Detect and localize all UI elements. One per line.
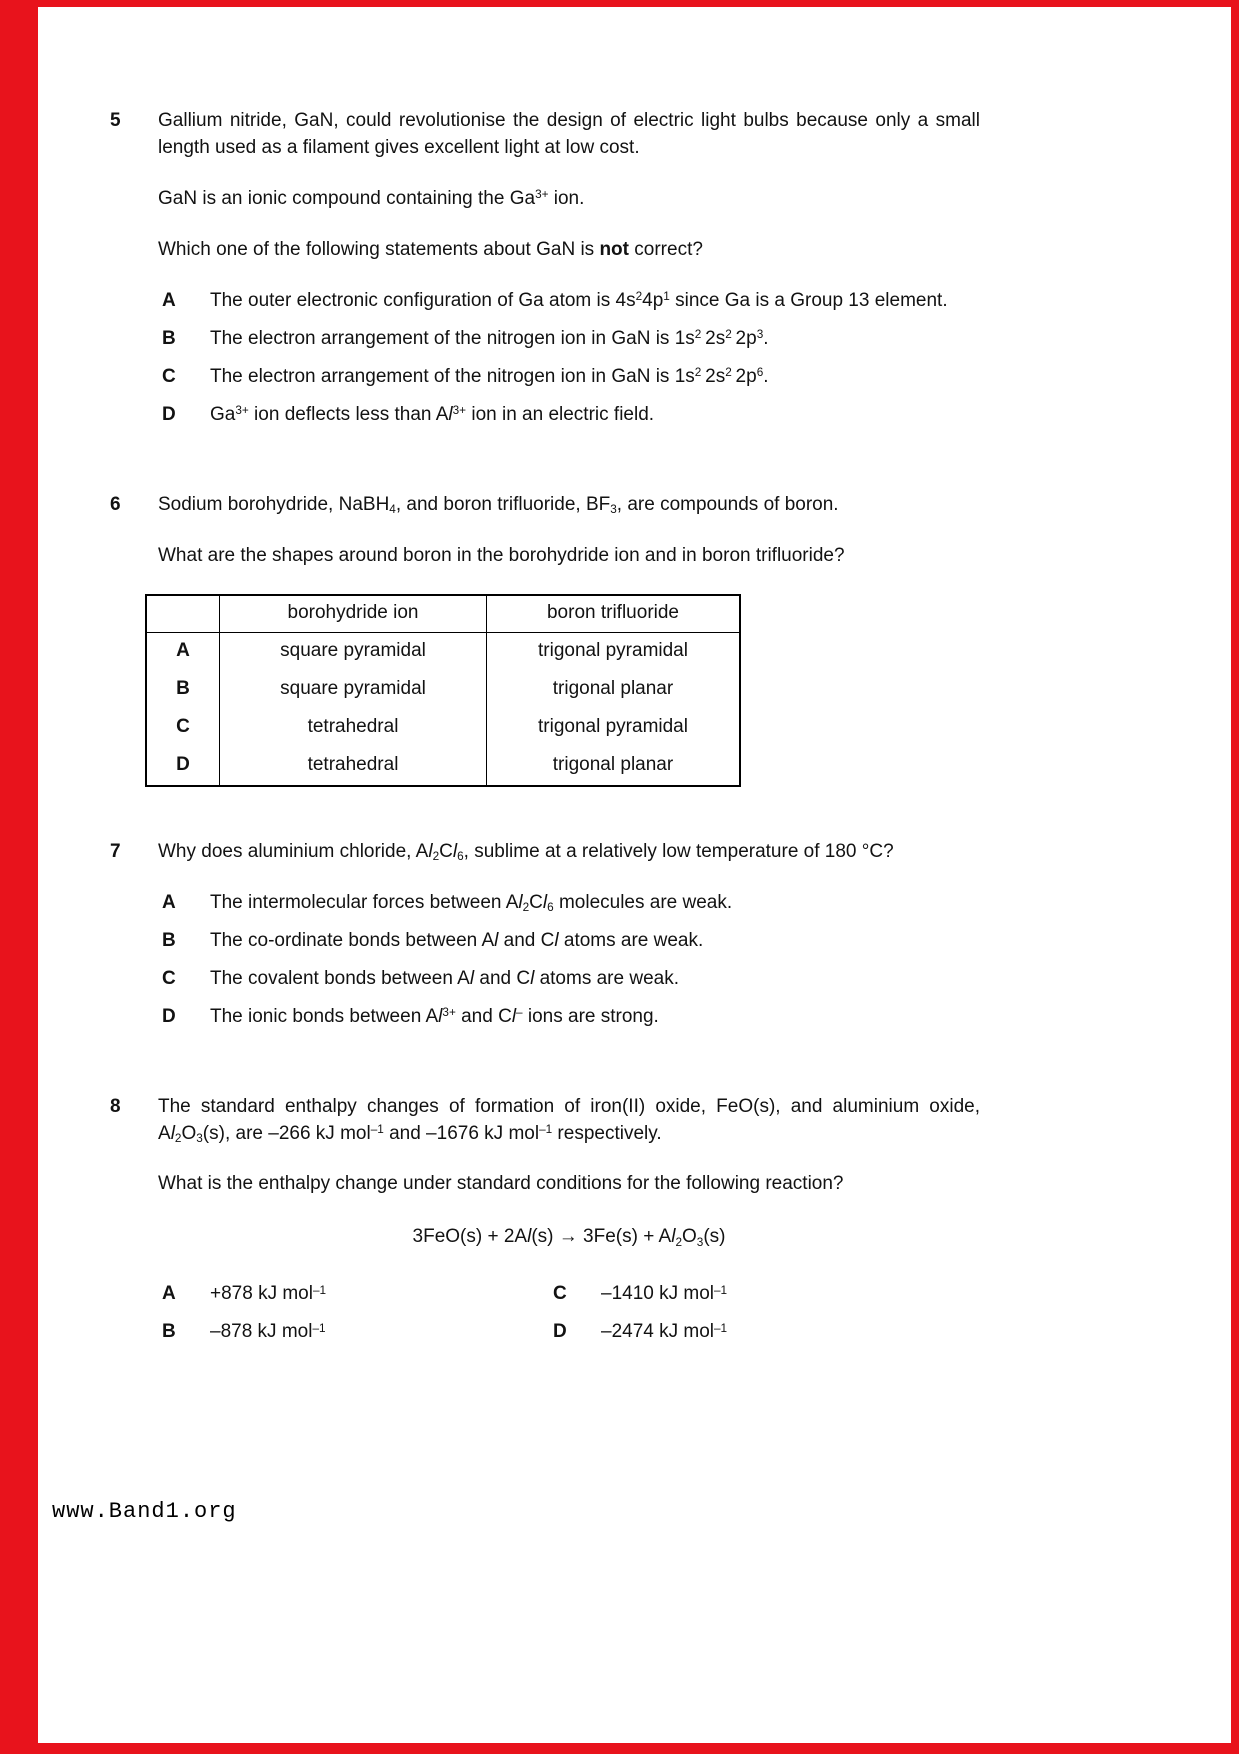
table-header-empty (146, 595, 220, 633)
question-number: 7 (110, 840, 121, 862)
table-cell: trigonal pyramidal (487, 632, 741, 671)
table-cell: square pyramidal (220, 632, 487, 671)
option-c (162, 966, 980, 993)
reaction-equation: $3FeO(s) + 2Al(s) \to 3Fe(s) + Al_2O_3(s)$ (412, 1226, 726, 1249)
question-number: 5 (110, 110, 121, 131)
page-content (110, 108, 990, 1346)
option-letter: A (162, 891, 176, 913)
table-cell-letter: C (176, 716, 190, 738)
option-text: The co-ordinate bonds between Al and Cl atoms are weak. (210, 929, 704, 951)
option-letter: D (553, 1321, 567, 1343)
option-b (162, 1319, 553, 1346)
option-text: The intermolecular forces between $Al_2Cl_6$ molecules are weak. (210, 891, 733, 914)
option-letter: B (162, 1321, 176, 1343)
option-text: The outer electronic configuration of Ga atom is $4s^24p^1$ since Ga is a Group 13 element. (210, 289, 948, 311)
option-letter: C (553, 1283, 567, 1305)
table-cell-letter: A (176, 640, 190, 662)
red-border-left (0, 0, 38, 1754)
option-letter: C (162, 967, 176, 989)
table-cell: trigonal pyramidal (487, 709, 741, 747)
option-d (162, 1004, 980, 1031)
table-cell: tetrahedral (220, 747, 487, 786)
option-b (162, 928, 980, 955)
table-row (146, 709, 740, 747)
option-letter: D (162, 403, 176, 425)
question-stem: The standard enthalpy changes of formation of iron(II) oxide, FeO(s), and aluminium oxide, $Al_2O_3(s)$, are –266 kJ mol$^{-1}$ and –1676 kJ mol$^{-1}$ respectively. (158, 1095, 980, 1145)
option-text: The covalent bonds between Al and Cl atoms are weak. (210, 967, 679, 989)
option-text: $Ga^{3+}$ ion deflects less than $Al^{3+}$ ion in an electric field. (210, 403, 655, 425)
table-cell: tetrahedral (220, 709, 487, 747)
shapes-table (145, 594, 741, 787)
question-stem: Gallium nitride, GaN, could revolutionise the design of electric light bulbs because only a small length used as a filament gives excellent light at low cost. (158, 110, 980, 158)
option-a (162, 890, 980, 917)
option-letter: D (162, 1005, 176, 1027)
option-a (162, 1281, 553, 1308)
table-row (146, 632, 740, 671)
table-cell: trigonal planar (487, 747, 741, 786)
options-grid (162, 1281, 980, 1346)
table-row (146, 671, 740, 709)
option-b (162, 326, 980, 353)
option-c (553, 1281, 1239, 1308)
red-border-right (1231, 0, 1239, 1754)
option-a (162, 288, 980, 315)
option-text: The ionic bonds between $Al^{3+}$ and Cl– ions are strong. (210, 1005, 659, 1027)
question-number: 8 (110, 1095, 121, 1117)
question-paragraph: What are the shapes around boron in the borohydride ion and in boron trifluoride? (158, 544, 845, 566)
option-text: –878 kJ mol$^{-1}$ (210, 1321, 326, 1343)
option-text: The electron arrangement of the nitrogen ion in GaN is $1s^2$ $2s^2$ $2p^3$. (210, 327, 769, 349)
table-header-trifluoride: boron trifluoride (487, 595, 741, 633)
option-c (162, 364, 980, 391)
table-row (146, 747, 740, 786)
question-7 (110, 839, 990, 1042)
table-cell: square pyramidal (220, 671, 487, 709)
question-5 (110, 108, 990, 440)
question-paragraph: What is the enthalpy change under standard conditions for the following reaction? (158, 1173, 844, 1195)
option-letter: B (162, 929, 176, 951)
table-header-borohydride: borohydride ion (220, 595, 487, 633)
options-list (162, 288, 980, 429)
option-text: –2474 kJ mol$^{-1}$ (601, 1321, 728, 1343)
option-letter: A (162, 1283, 176, 1305)
option-d (162, 402, 980, 429)
option-letter: B (162, 327, 176, 349)
option-text: The electron arrangement of the nitrogen ion in GaN is $1s^2$ $2s^2$ $2p^6$. (210, 365, 769, 387)
option-letter: A (162, 289, 176, 311)
red-border-bottom (0, 1743, 1239, 1754)
red-border-top (0, 0, 1239, 7)
question-stem: Why does aluminium chloride, $Al_2Cl_6$, sublime at a relatively low temperature of 180 °C? (158, 840, 894, 863)
question-number: 6 (110, 493, 121, 515)
option-text: –1410 kJ mol$^{-1}$ (601, 1283, 728, 1305)
option-text: +878 kJ mol$^{-1}$ (210, 1283, 327, 1305)
footer-website: www.Band1.org (52, 1499, 237, 1524)
question-8 (110, 1094, 990, 1347)
table-header-row (146, 595, 740, 633)
question-paragraph: Which one of the following statements about GaN is not correct? (158, 238, 703, 260)
table-cell-letter: B (176, 678, 190, 700)
question-paragraph: GaN is an ionic compound containing the $Ga^{3+}$ ion. (158, 187, 585, 209)
question-stem: Sodium borohydride, NaBH$_4$, and boron trifluoride, $BF_3$, are compounds of boron. (158, 493, 839, 517)
option-d (553, 1319, 1239, 1346)
options-list (162, 890, 980, 1031)
option-letter: C (162, 365, 176, 387)
table-cell: trigonal planar (487, 671, 741, 709)
table-cell-letter: D (176, 754, 190, 776)
question-6 (110, 492, 990, 787)
